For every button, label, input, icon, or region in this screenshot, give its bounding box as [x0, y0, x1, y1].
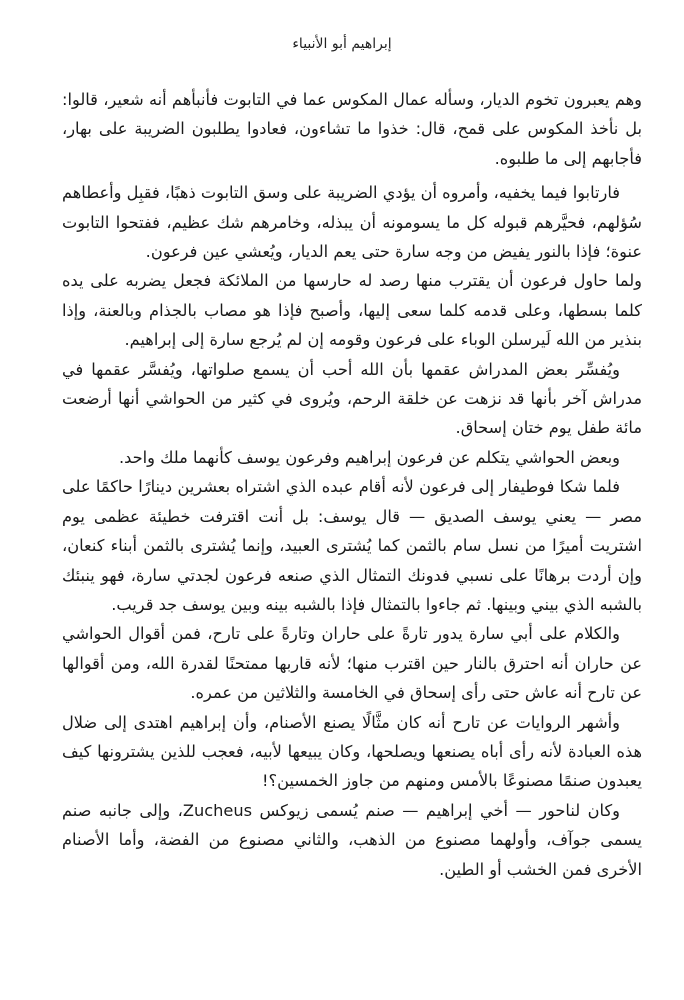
paragraph: وبعض الحواشي يتكلم عن فرعون إبراهيم وفرعون يوسف كأنهما ملك واحد. — [119, 447, 620, 467]
paragraph: وهم يعبرون تخوم الديار، وسأله عمال المكوس عما في التابوت فأنبأهم أنه شعير، قالوا: بل نأخذ المكوس على قمح، قال: خذوا ما تشاءون، فعادوا يطلبون الضريبة على بهار، فأجابهم إلى ما طلبوه. — [62, 90, 642, 168]
paragraph: ويُفسِّر بعض المدراش عقمها بأن الله أحب أن يسمع صلواتها، ويُفسَّر عقمها في مدراش آخر بأنها قد نزهت عن خلقة الرحم، ويُروى في كثير من الحواشي أنها أرضعت مائة طفل يوم ختان إسحاق. — [62, 359, 642, 438]
running-title: إبراهيم أبو الأنبياء — [292, 36, 392, 52]
paragraph: فارتابوا فيما يخفيه، وأمروه أن يؤدي الضريبة على وسق التابوت ذهبًا، فقبِل وأعطاهم سُؤلهم، فحيَّرهم قبوله كل ما يسومونه أن يبذله، وخامرهم شك عظيم، ففتحوا التابوت عنوة؛ فإذا بالنور يفيض من وجه سارة حتى يعم الديار، ويُعشي عين فرعون. — [62, 183, 642, 262]
page-body — [62, 85, 642, 884]
paragraph: وأشهر الروايات عن تارح أنه كان مثَّالًا يصنع الأصنام، وأن إبراهيم اهتدى إلى ضلال هذه العبادة لأنه رأى أباه يصنعها ويصلحها، وكان يبيعها لأبيه، فعجب للذين يشترونها كيف يعبدون صنمًا مصنوعًا بالأمس ومنهم من جاوز الخمسين؟! — [62, 712, 642, 791]
paragraph: وكان لناحور — أخي إبراهيم — صنم يُسمى زيوكس Zucheus، وإلى جانبه صنم يسمى جوآف، وأولهما مصنوع من الذهب، والثاني مصنوع من الفضة، وأما الأصنام الأخرى فمن الخشب أو الطين. — [62, 800, 642, 879]
paragraph: فلما شكا فوطيفار إلى فرعون لأنه أقام عبده الذي اشتراه بعشرين دينارًا حاكمًا على مصر — يعني يوسف الصديق — قال يوسف: بل أنت اقترفت خطيئة عظمى يوم اشتريت أميرًا من نسل سام بالثمن كما يُشترى العبيد، وإنما يُشترى بالثمن أبناء كنعان، وإن أردت برهانًا على نسبي فدونك التمثال الذي صنعه فرعون لجدتي سارة، فهو ينبئك بالشبه الذي بيني وبينها. ثم جاءوا بالتمثال فإذا بالشبه بينه وبين يوسف جد قريب. — [62, 477, 642, 614]
paragraph: ولما حاول فرعون أن يقترب منها رصد له حارسها من الملائكة فجعل يضربه على يده كلما بسطها، وعلى قدمه كلما سعى إليها، وأصبح فإذا هو مصاب بالجذام وبالعنة، وإذا بنذير من الله لَيرسلن الوباء على فرعون وقومه إن لم يُرجع سارة إلى إبراهيم. — [62, 271, 642, 350]
paragraph: والكلام على أبي سارة يدور تارةً على حاران وتارةً على تارح، فمن أقوال الحواشي عن حاران أنه احترق بالنار حين اقترب منها؛ لأنه قاربها ممتحنًا لقدرة الله، ومن أقوالها عن تارح أنه عاش حتى رأى إسحاق في الخامسة والثلاثين من عمره. — [62, 624, 642, 703]
